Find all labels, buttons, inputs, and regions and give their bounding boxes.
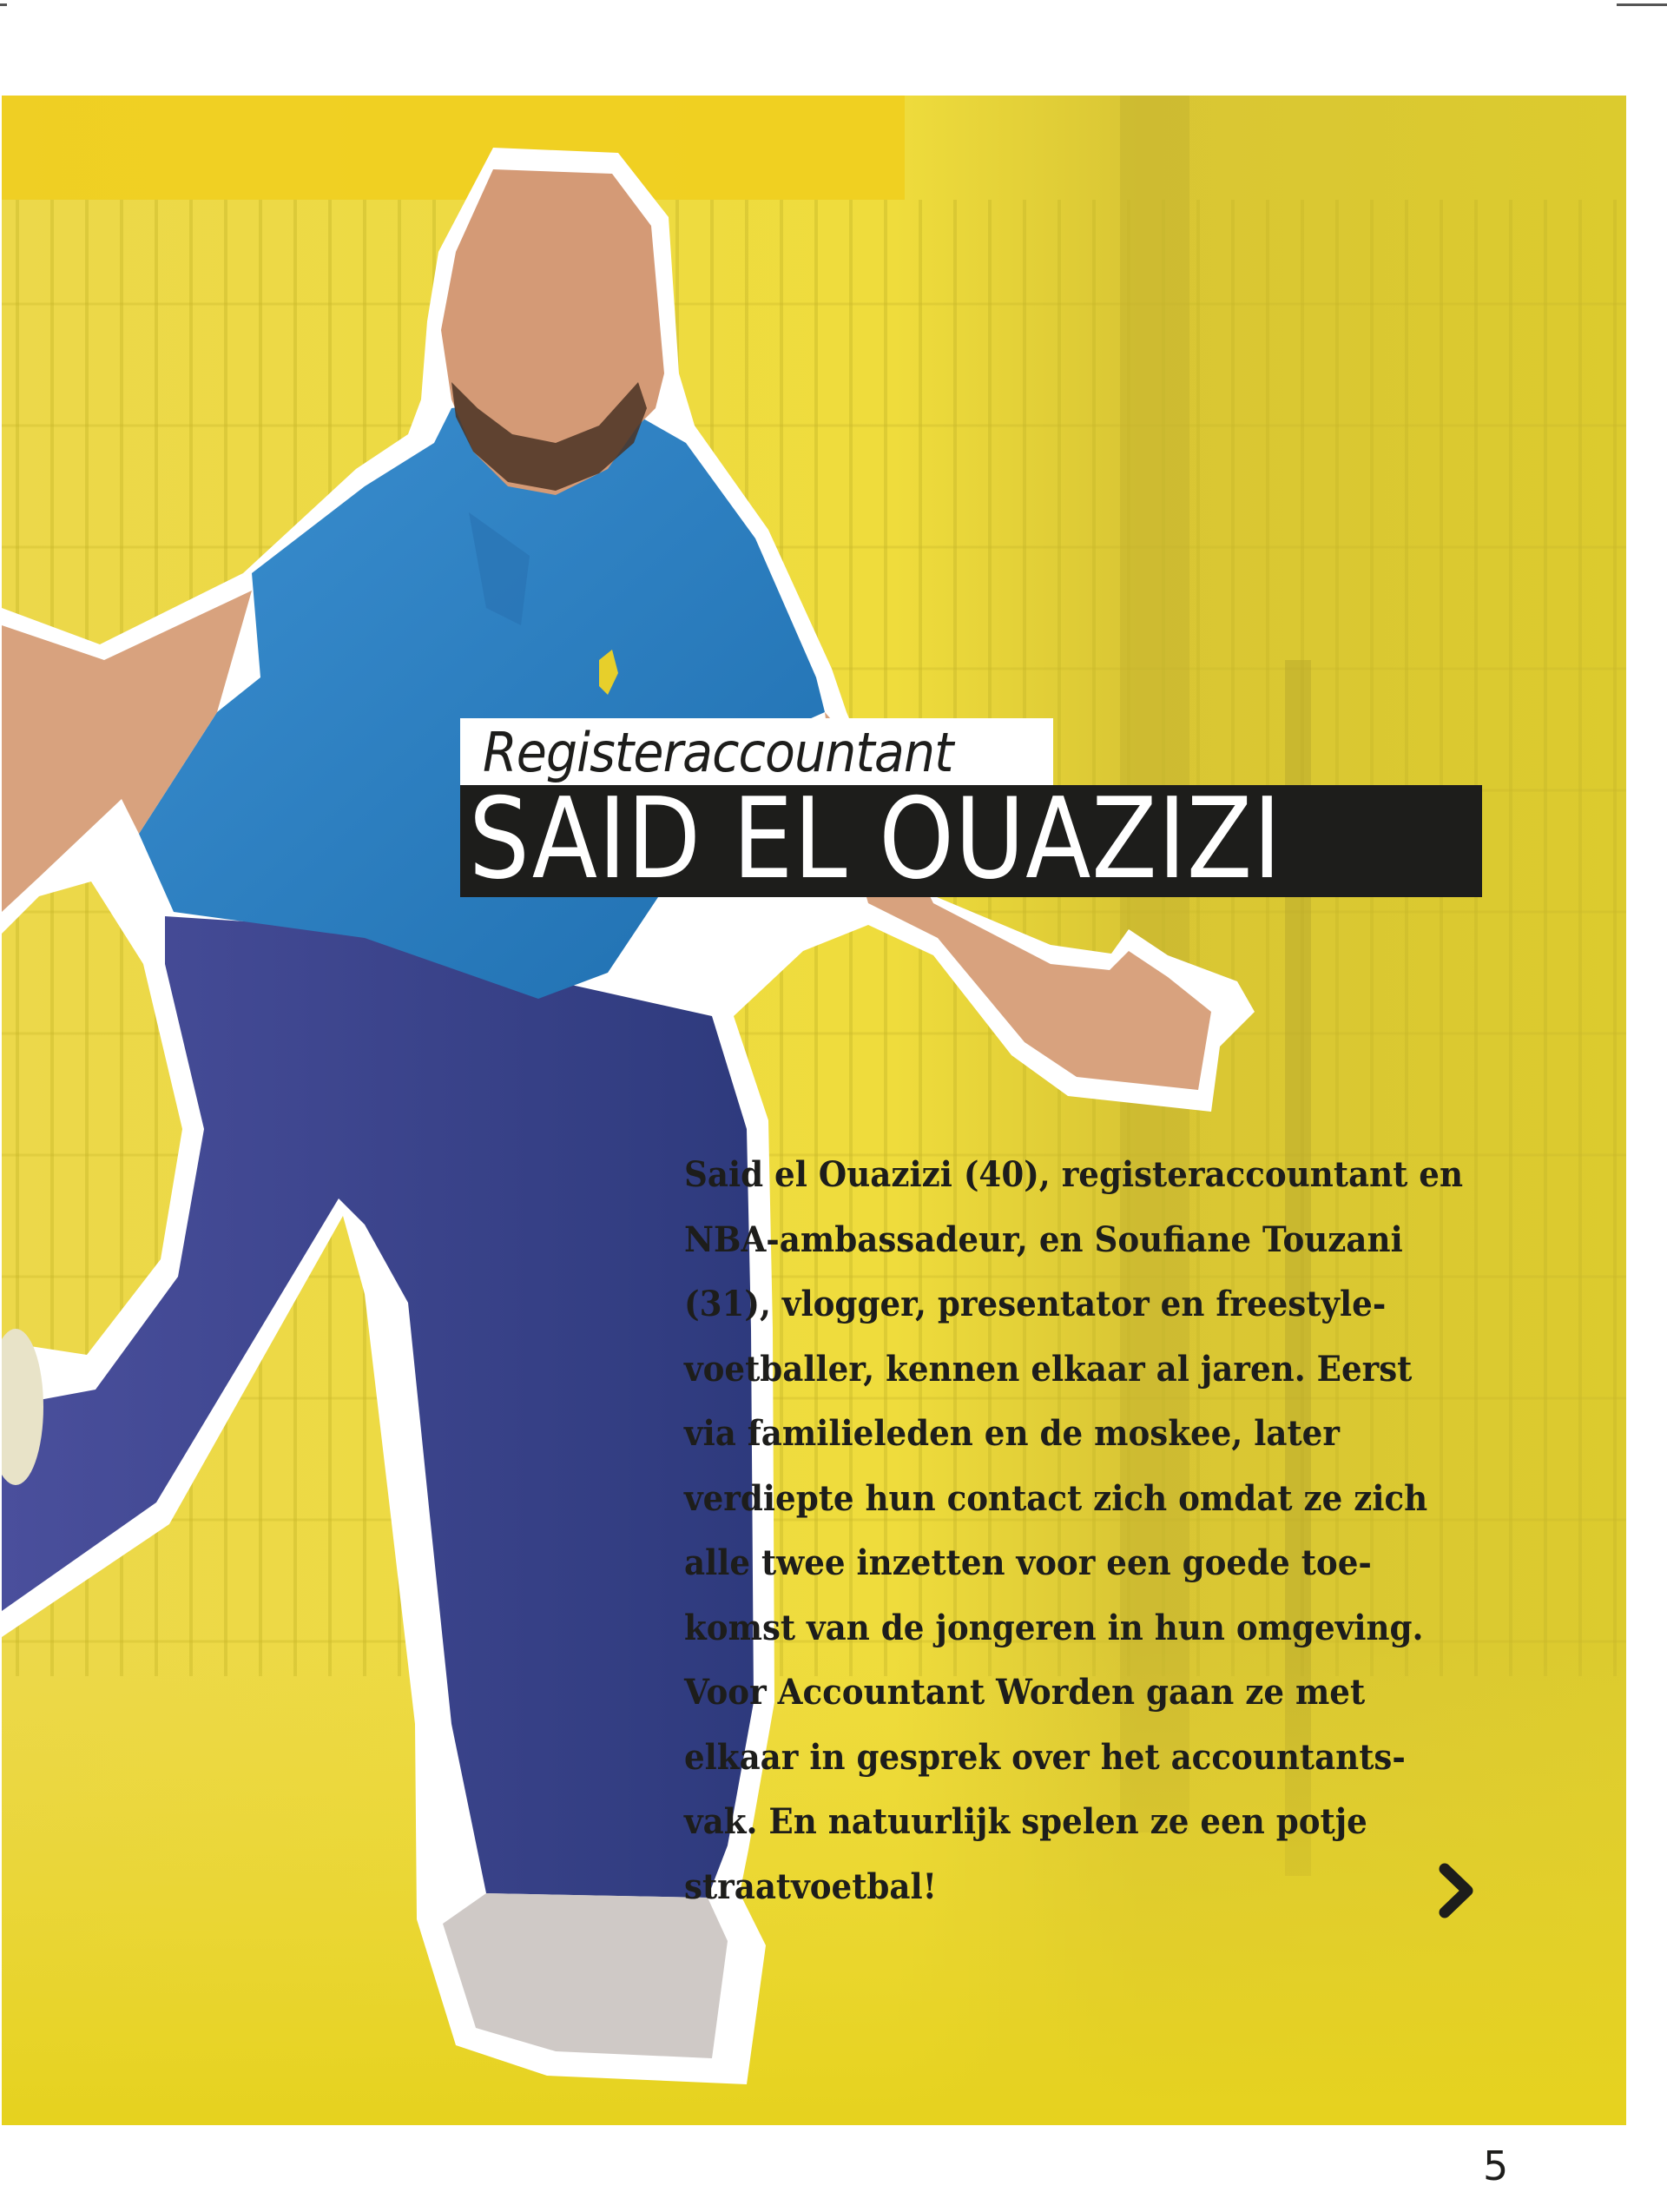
intro-line: straatvoetbal!	[684, 1865, 937, 1907]
intro-line: voetballer, kennen elkaar al jaren. Eerst	[684, 1348, 1413, 1390]
page-number: 5	[1483, 2143, 1509, 2189]
crop-mark-right	[1617, 3, 1667, 6]
intro-line: NBA-ambassadeur, en Soufiane Touzani	[684, 1218, 1403, 1260]
role-text: Registeraccountant	[483, 721, 953, 784]
intro-line: via familieleden en de moskee, later	[684, 1413, 1340, 1454]
intro-line: verdiepte hun contact zich omdat ze zich	[684, 1477, 1428, 1519]
intro-line: komst van de jongeren in hun omgeving.	[684, 1607, 1424, 1648]
intro-line: vak. En natuurlijk spelen ze een potje	[684, 1801, 1367, 1842]
intro-line: Said el Ouazizi (40), registeraccountant en	[684, 1154, 1463, 1195]
person-name-title: SAID EL OUAZIZI	[469, 775, 1282, 904]
intro-line: elkaar in gesprek over het accountants-	[684, 1736, 1406, 1778]
crop-mark-left	[0, 3, 7, 6]
intro-paragraph	[684, 1143, 1535, 1919]
intro-line: alle twee inzetten voor een goede toe-	[684, 1542, 1372, 1583]
chevron-right-icon[interactable]	[1434, 1860, 1478, 1921]
intro-line: Voor Accountant Worden gaan ze met	[684, 1672, 1366, 1713]
intro-line: (31), vlogger, presentator en freestyle-	[684, 1284, 1387, 1324]
